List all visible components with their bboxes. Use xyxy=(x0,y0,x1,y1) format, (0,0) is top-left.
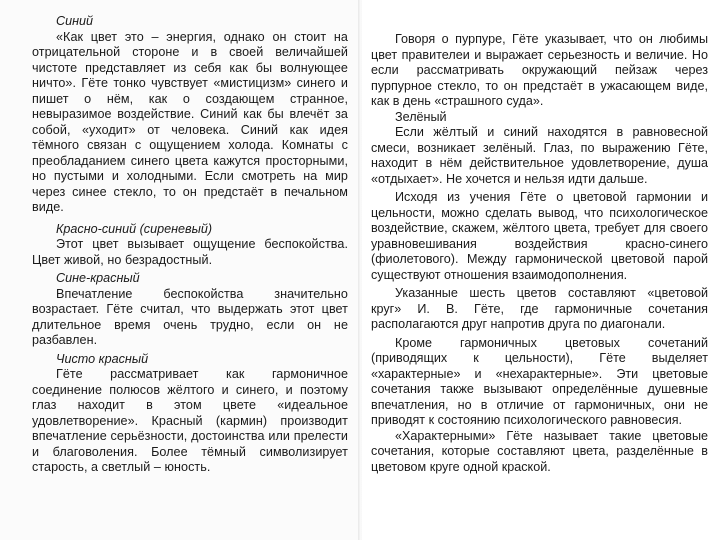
paragraph-harmony: Исходя из учения Гёте о цветовой гармонии и цельности, можно сделать вывод, что психологическое воздействие, скажем, жёлтого цвета, требует для своего уравновешивания воздействия красно-синего (фиолетового). Между гармонической цветовой парой существуют отношения взаимодополнения. xyxy=(371,190,708,282)
paragraph-purple: Говоря о пурпуре, Гёте указывает, что он любимы цвет правителеи и выражает серьезность и величие. Но если рассматривать окружающий пейзаж через пурпурное стекло, то он предстаёт в ужасающем виде, как в день «страшного суда». xyxy=(371,32,708,108)
section-heading-green: Зелёный xyxy=(395,109,447,124)
paragraph-pure-red: Гёте рассматривает как гармоничное соединение полюсов жёлтого и синего, и поэтому глаз находит в этом цвете «идеальное удовлетворение». Красный (кармин) производит впечатление серьёзности, достоинства или прелести и благоволения. Более тёмный символизирует старость, а светлый – юность. xyxy=(32,367,348,474)
section-heading-blue-red: Сине-красный xyxy=(56,271,140,285)
paragraph-combinations: Кроме гармоничных цветовых сочетаний (приводящих к цельности), Гёте выделяет «характерные» и «нехарактерные». Эти цветовые сочетания также вызывают определённые душевные впечатления, но в отличие от гармоничных, они не приводят к состоянию психологического равновесия. xyxy=(371,335,708,427)
paragraph-green: Если жёлтый и синий находятся в равновесной смеси, возникает зелёный. Глаз, по выражению Гёте, находит в нём действительное удовлетворение, душа «отдыхает». Не хочется и нельзя идти дальше. xyxy=(371,125,708,186)
section-heading-blue: Синий xyxy=(56,14,94,28)
paragraph-red-blue: Этот цвет вызывает ощущение беспокойства. Цвет живой, но безрадостный. xyxy=(32,237,348,267)
section-heading-pure-red: Чисто красный xyxy=(56,351,149,366)
paragraph-blue-red: Впечатление беспокойства значительно возрастает. Гёте считал, что выдержать этот цвет длительное время очень трудно, если он не разбавлен. xyxy=(32,286,348,347)
paragraph-blue: «Как цвет это – энергия, однако он стоит на отрицательной стороне и в своей величайшей чистоте представляет из себя как бы волнующее ничто». Гёте тонко чувствует «мистицизм» синего и пишет о нём, как о создающем странное, невыразимое воздействие. Синий как бы влечёт за собой, «уходит» от человека. Синий как идея тёмного связан с ощущением холода. Комнаты с преобладанием синего цвета кажутся просторными, но пустыми и холодными. Если смотреть на мир через синее стекло, то он предстаёт в печальном виде. xyxy=(32,29,348,214)
right-page xyxy=(362,0,720,540)
section-heading-red-blue: Красно-синий (сиреневый) xyxy=(56,221,213,236)
paragraph-characteristic: «Характерными» Гёте называет такие цветовые сочетания, которые составляют цвета, разделённые в цветовом круге одной краской. xyxy=(371,428,708,474)
paragraph-color-circle: Указанные шесть цветов составляют «цветовой круг» И. В. Гёте, где гармоничные сочетания располагаются друг напротив друга по диагонали. xyxy=(371,286,708,331)
